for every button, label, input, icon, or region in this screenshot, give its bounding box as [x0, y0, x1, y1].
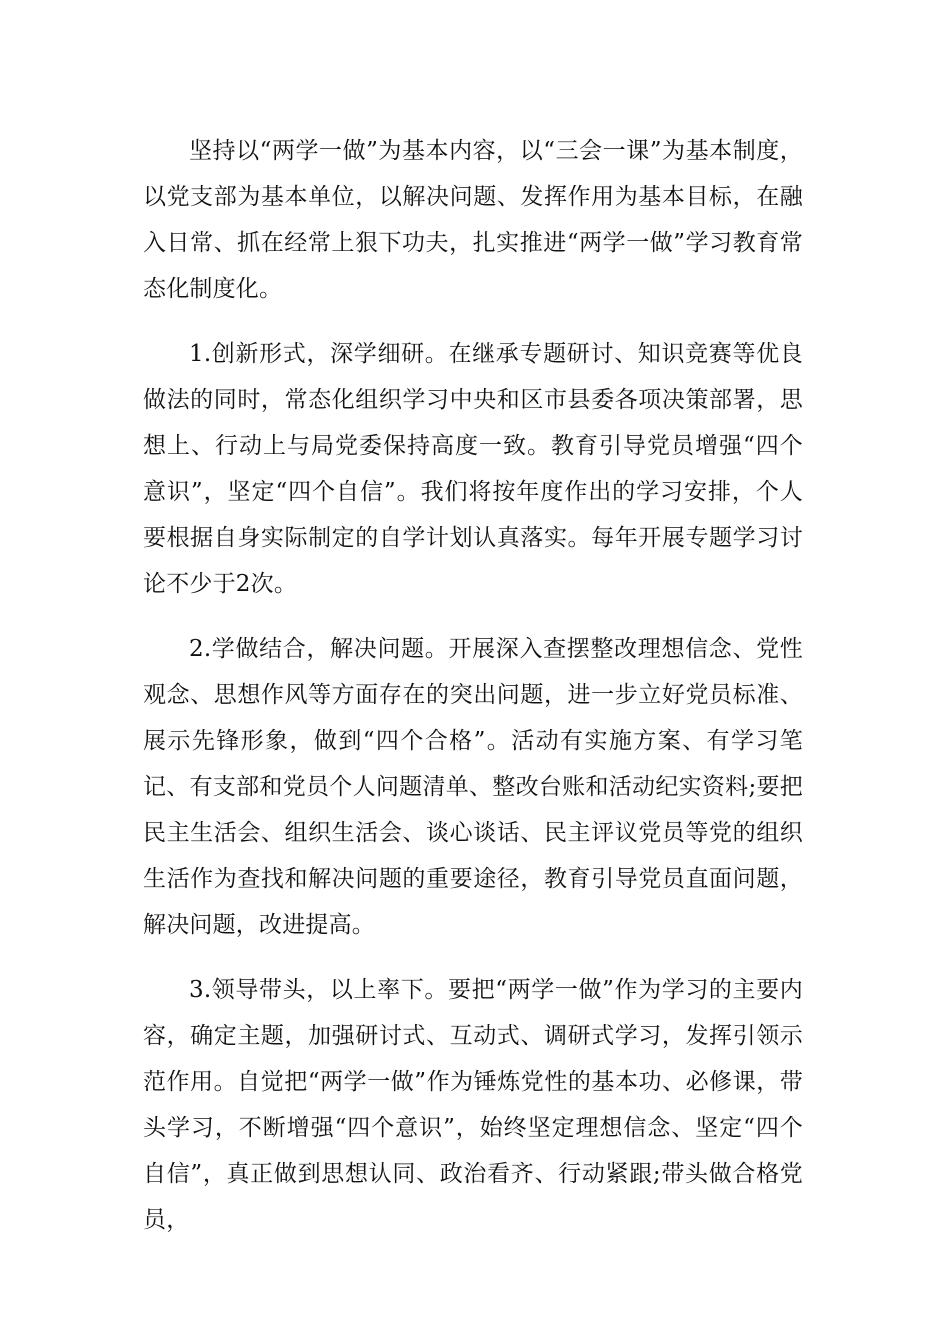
- paragraph-item-2: 2.学做结合，解决问题。开展深入查摆整改理想信念、党性观念、思想作风等方面存在的突出问题，进一步立好党员标准、展示先锋形象，做到“四个合格”。活动有实施方案、有学习笔记、有支部和党员个人问题清单、整改台账和活动纪实资料;要把民主生活会、组织生活会、谈心谈话、民主评议党员等党的组织生活作为查找和解决问题的重要途径，教育引导党员直面问题，解决问题，改进提高。: [143, 636, 803, 938]
- document-body: [143, 128, 803, 1262]
- paragraph-intro: 坚持以“两学一做”为基本内容，以“三会一课”为基本制度，以党支部为基本单位，以解决问题、发挥作用为基本目标，在融入日常、抓在经常上狠下功夫，扎实推进“两学一做”学习教育常态化制度化。: [143, 138, 803, 302]
- paragraph-item-1: 1.创新形式，深学细研。在继承专题研讨、知识竞赛等优良做法的同时，常态化组织学习中央和区市县委各项决策部署，思想上、行动上与局党委保持高度一致。教育引导党员增强“四个意识”，坚定“四个自信”。我们将按年度作出的学习安排，个人要根据自身实际制定的自学计划认真落实。每年开展专题学习讨论不少于2次。: [143, 341, 803, 597]
- paragraph-item-3: 3.领导带头，以上率下。要把“两学一做”作为学习的主要内容，确定主题，加强研讨式、互动式、调研式学习，发挥引领示范作用。自觉把“两学一做”作为锤炼党性的基本功、必修课，带头学习，不断增强“四个意识”，始终坚定理想信念、坚定“四个自信”，真正做到思想认同、政治看齐、行动紧跟;带头做合格党员，: [143, 977, 803, 1233]
